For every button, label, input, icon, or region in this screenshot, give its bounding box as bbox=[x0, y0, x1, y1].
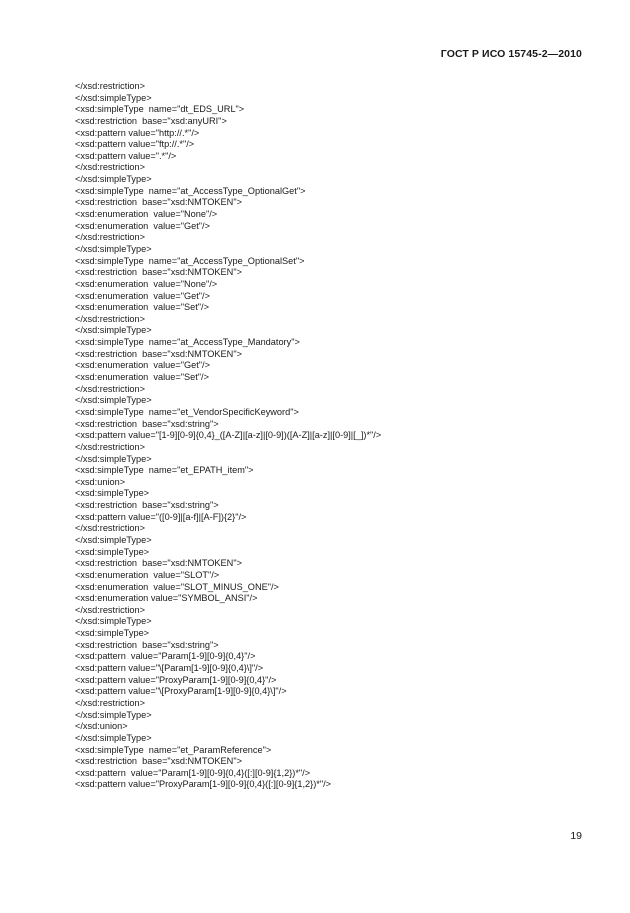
code-line: <xsd:simpleType> bbox=[75, 628, 150, 639]
code-line: </xsd:restriction> bbox=[75, 81, 145, 91]
code-line: <xsd:simpleType name="et_VendorSpecificKeyword"> bbox=[75, 406, 299, 417]
code-line: <xsd:restriction base="xsd:string"> bbox=[75, 418, 219, 429]
code-line: </xsd:simpleType> bbox=[75, 243, 152, 254]
code-line: <xsd:restriction base="xsd:NMTOKEN"> bbox=[75, 348, 242, 359]
code-line: </xsd:simpleType> bbox=[75, 616, 152, 627]
code-line: <xsd:simpleType name="et_EPATH_item"> bbox=[75, 465, 254, 476]
code-line: </xsd:union> bbox=[75, 721, 128, 732]
code-line: </xsd:restriction> bbox=[75, 604, 145, 615]
code-line: </xsd:restriction> bbox=[75, 523, 145, 534]
code-line: <xsd:enumeration value="Get"/> bbox=[75, 290, 210, 301]
code-line: <xsd:restriction base="xsd:NMTOKEN"> bbox=[75, 756, 242, 767]
code-line: <xsd:enumeration value="None"/> bbox=[75, 209, 218, 220]
code-line: </xsd:simpleType> bbox=[75, 732, 152, 743]
code-line: <xsd:enumeration value="SLOT_MINUS_ONE"/> bbox=[75, 581, 279, 592]
code-line: <xsd:pattern value=".*"/> bbox=[75, 150, 177, 161]
code-line: <xsd:enumeration value="SLOT"/> bbox=[75, 569, 220, 580]
code-line: <xsd:pattern value="ProxyParam[1-9][0-9]{0,4}"/> bbox=[75, 674, 277, 685]
code-line: </xsd:restriction> bbox=[75, 441, 145, 452]
code-line: </xsd:restriction> bbox=[75, 383, 145, 394]
code-line: <xsd:enumeration value="Set"/> bbox=[75, 372, 209, 383]
code-line: <xsd:pattern value="([0-9]|[a-f]|[A-F]){2}"/> bbox=[75, 511, 247, 522]
code-line: <xsd:union> bbox=[75, 476, 126, 487]
code-line: <xsd:restriction base="xsd:NMTOKEN"> bbox=[75, 558, 242, 569]
code-line: <xsd:restriction base="xsd:string"> bbox=[75, 500, 219, 511]
code-line: <xsd:restriction base="xsd:NMTOKEN"> bbox=[75, 267, 242, 278]
code-line: <xsd:restriction base="xsd:NMTOKEN"> bbox=[75, 197, 242, 208]
code-line: <xsd:restriction base="xsd:string"> bbox=[75, 639, 219, 650]
code-line: </xsd:simpleType> bbox=[75, 395, 152, 406]
code-line: <xsd:enumeration value="Set"/> bbox=[75, 302, 209, 313]
code-line: <xsd:simpleType name="at_AccessType_OptionalGet"> bbox=[75, 185, 306, 196]
xsd-code-listing bbox=[75, 81, 600, 791]
code-line: <xsd:enumeration value="Get"/> bbox=[75, 360, 210, 371]
code-line: </xsd:restriction> bbox=[75, 232, 145, 243]
code-line: <xsd:pattern value="Param[1-9][0-9]{0,4}"/> bbox=[75, 651, 256, 662]
code-line: </xsd:simpleType> bbox=[75, 174, 152, 185]
code-line: <xsd:simpleType name="at_AccessType_Mandatory"> bbox=[75, 337, 300, 348]
code-line: <xsd:pattern value="Param[1-9][0-9]{0,4}([:][0-9]{1,2})*"/> bbox=[75, 767, 311, 778]
code-line: <xsd:enumeration value="None"/> bbox=[75, 278, 218, 289]
code-line: <xsd:pattern value="\[Param[1-9][0-9]{0,4}\]"/> bbox=[75, 663, 264, 674]
standard-designation: ГОСТ Р ИСО 15745-2—2010 bbox=[440, 48, 582, 60]
code-line: </xsd:simpleType> bbox=[75, 709, 152, 720]
code-line: <xsd:enumeration value="Get"/> bbox=[75, 220, 210, 231]
code-line: <xsd:pattern value="\[ProxyParam[1-9][0-9]{0,4}\]"/> bbox=[75, 686, 287, 697]
code-line: <xsd:simpleType name="dt_EDS_URL"> bbox=[75, 104, 245, 115]
code-line: </xsd:restriction> bbox=[75, 162, 145, 173]
code-line: </xsd:simpleType> bbox=[75, 453, 152, 464]
code-line: <xsd:simpleType> bbox=[75, 488, 150, 499]
code-line: <xsd:enumeration value="SYMBOL_ANSI"/> bbox=[75, 593, 258, 604]
code-line: <xsd:simpleType> bbox=[75, 546, 150, 557]
code-line: <xsd:restriction base="xsd:anyURI"> bbox=[75, 115, 227, 126]
code-line: </xsd:simpleType> bbox=[75, 92, 152, 103]
code-line: </xsd:simpleType> bbox=[75, 325, 152, 336]
code-line: <xsd:pattern value="ProxyParam[1-9][0-9]{0,4}([:][0-9]{1,2})*"/> bbox=[75, 779, 332, 790]
code-line: </xsd:simpleType> bbox=[75, 534, 152, 545]
code-line: <xsd:simpleType name="et_ParamReference"> bbox=[75, 744, 272, 755]
code-line: <xsd:pattern value="http://.*"/> bbox=[75, 127, 200, 138]
code-line: <xsd:pattern value="ftp://.*"/> bbox=[75, 139, 195, 150]
code-line: </xsd:restriction> bbox=[75, 697, 145, 708]
page-number: 19 bbox=[570, 830, 582, 842]
code-line: <xsd:pattern value="[1-9][0-9]{0,4}_([A-Z]|[a-z]|[0-9])([A-Z]|[a-z]|[0-9]|[_])*"/> bbox=[75, 430, 382, 441]
code-line: </xsd:restriction> bbox=[75, 313, 145, 324]
code-line: <xsd:simpleType name="at_AccessType_OptionalSet"> bbox=[75, 255, 305, 266]
